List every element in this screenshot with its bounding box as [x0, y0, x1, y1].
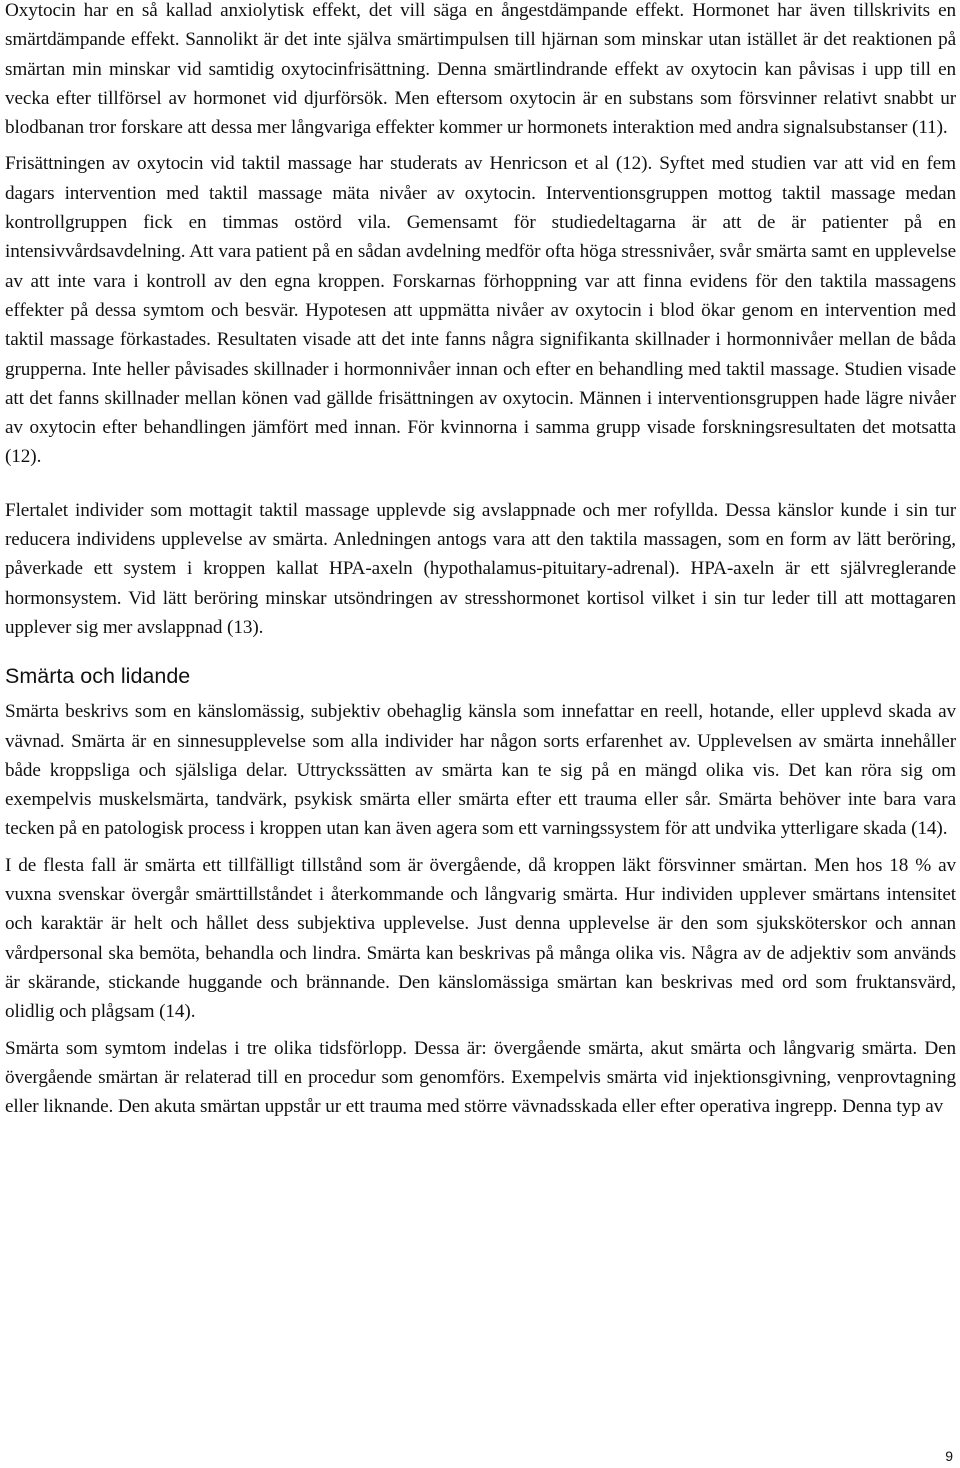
paragraph-hpa-axis: Flertalet individer som mottagit taktil massage upplevde sig avslappnade och mer rofyllda. Dessa känslor kunde i sin tur reducera individens upplevelse av smärta. Anledningen antogs vara att den taktila massagen, som en form av lätt beröring, påverkade ett system i kroppen kallat HPA-axeln (hypothalamus-pituitary-adrenal). HPA-axeln är ett självreglerande hormonsystem. Vid lätt beröring minskar utsöndringen av stresshormonet kortisol vilket i sin tur leder till att mottagaren upplever sig mer avslappnad (13). [5, 499, 956, 638]
section-heading: Smärta och lidande [5, 664, 191, 689]
paragraph-oxytocin-effects: Oxytocin har en så kallad anxiolytisk effekt, det vill säga en ångestdämpande effekt. Hormonet har även tillskrivits en smärtdämpande effekt. Sannolikt är det inte själva smärtimpulsen till hjärnan som minskar utan istället är det reaktionen på smärtan min minskar vid samtidig oxytocinfrisättning. Denna smärtlindrande effekt av oxytocin kan påvisas i upp till en vecka efter tillförsel av hormonet vid djurförsök. Men eftersom oxytocin är en substans som försvinner relativt snabbt ur blodbanan tror forskare att dessa mer långvariga effekter kommer ur hormonets interaktion med andra signalsubstanser (11). [5, 0, 956, 139]
page-number: 9 [945, 1448, 953, 1464]
paragraph-pain-phases: Smärta som symtom indelas i tre olika tidsförlopp. Dessa är: övergående smärta, akut smärta och långvarig smärta. Den övergående smärtan är relaterad till en procedur som genomförs. Exempelvis smärta vid injektionsgivning, venprovtagning eller liknande. Den akuta smärtan uppstår ur ett trauma med större vävnadsskada eller efter operativa ingrepp. Denna typ av [5, 1037, 956, 1118]
paragraph-pain-duration: I de flesta fall är smärta ett tillfälligt tillstånd som är övergående, då kroppen läkt försvinner smärtan. Men hos 18 % av vuxna svenskar övergår smärttillståndet i återkommande och långvarig smärta. Hur individen upplever smärtans intensitet och karaktär är helt och hållet dess subjektiva upplevelse. Just denna upplevelse är den som sjuksköterskor och annan vårdpersonal ska bemöta, behandla och lindra. Smärta kan beskrivas på många olika vis. Några av de adjektiv som används är skärande, stickande huggande och brännande. Den känslomässiga smärtan kan beskrivas med ord som fruktansvärd, olidlig och plågsam (14). [5, 854, 956, 1023]
paragraph-henricson-study: Frisättningen av oxytocin vid taktil massage har studerats av Henricson et al (12). Syftet med studien var att vid en fem dagars intervention med taktil massage mäta nivåer av oxytocin. Interventionsgruppen mottog taktil massage medan kontrollgruppen fick en timmas ostörd vila. Gemensamt för studiedeltagarna är att de är patienter på en intensivvårdsavdelning. Att vara patient på en sådan avdelning medför ofta höga stressnivåer, svår smärta samt en upplevelse av att inte vara i kontroll av den egna kroppen. Forskarnas förhoppning var att finna evidens för den taktila massagens effekter på dessa symtom och besvär. Hypotesen att uppmätta nivåer av oxytocin i blod ökar genom en intervention med taktil massage förkastades. Resultaten visade att det inte fanns några signifikanta skillnader i hormonnivåer mellan de båda grupperna. Inte heller påvisades skillnader i hormonnivåer innan och efter en behandling med taktil massage. Studien visade att det fanns skillnader mellan könen vad gällde frisättningen av oxytocin. Männen i interventionsgruppen hade lägre nivåer av oxytocin efter behandlingen jämfört med innan. För kvinnorna i samma grupp visade forskningsresultaten det motsatta (12). [5, 153, 956, 468]
paragraph-pain-definition: Smärta beskrivs som en känslomässig, subjektiv obehaglig känsla som innefattar en reell, hotande, eller upplevd skada av vävnad. Smärta är en sinnesupplevelse som alla individer har någon sorts erfarenhet av. Upplevelsen av smärta innehåller både kroppsliga och själsliga delar. Uttryckssätten av smärta kan te sig på en mängd olika vis. Det kan röra sig om exempelvis muskelsmärta, tandvärk, psykisk smärta eller smärta efter ett trauma eller sår. Smärta behöver inte bara vara tecken på en patologisk process i kroppen utan kan även agera som ett varningssystem för att undvika ytterligare skada (14). [5, 701, 956, 840]
document-page [5, 0, 956, 1121]
